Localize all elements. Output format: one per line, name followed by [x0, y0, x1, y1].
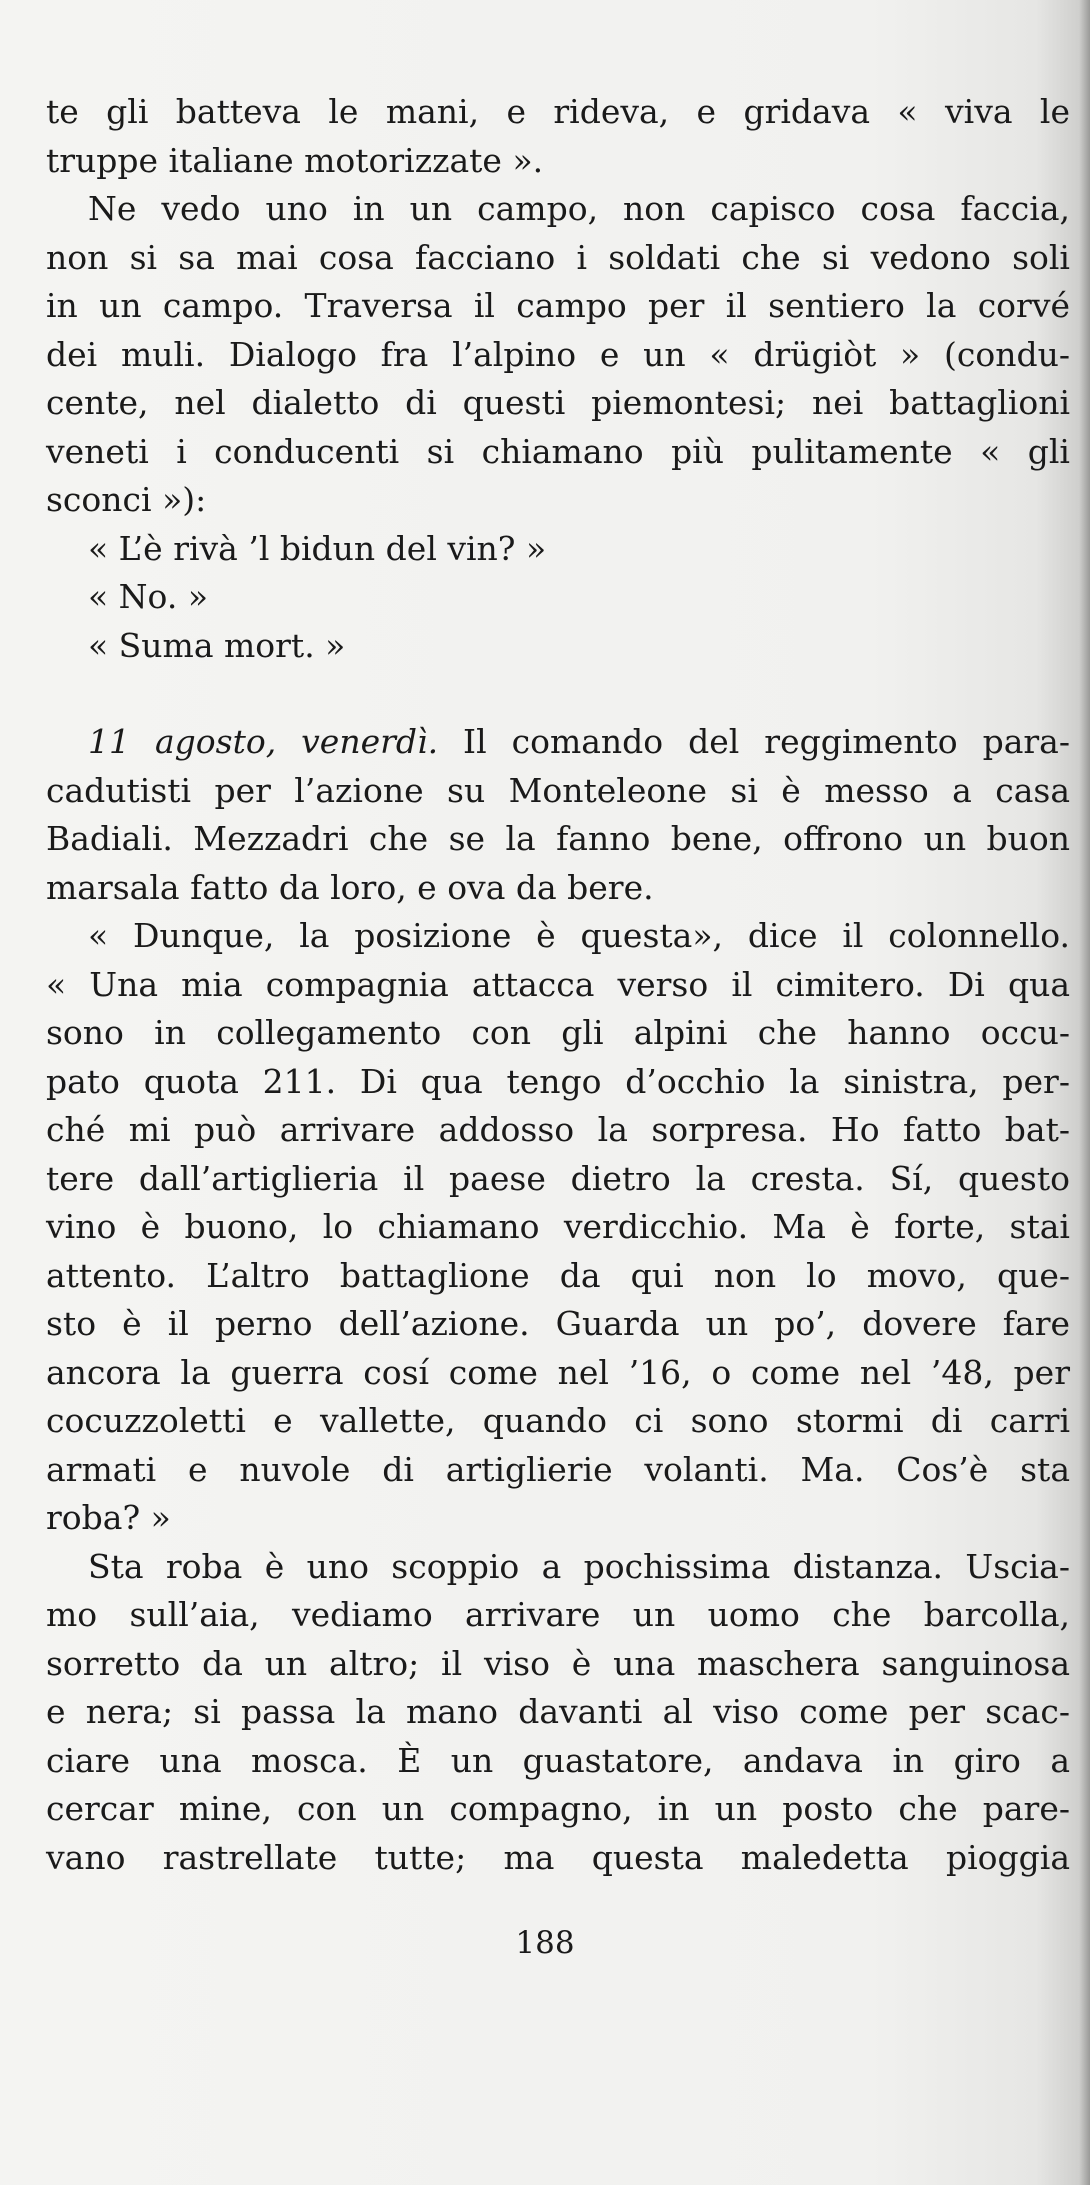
text-line: marsala fatto da loro, e ova da bere.: [46, 867, 654, 907]
entry-first-line: [46, 718, 1070, 767]
text-line: cadutisti per l’azione su Monteleone si è messo a casa: [46, 770, 1070, 810]
text-line: « Una mia compagnia attacca verso il cimitero. Di qua: [46, 964, 1070, 1004]
text-line: attento. L’altro battaglione da qui non lo movo, que-: [46, 1255, 1070, 1295]
text-line: cercar mine, con un compagno, in un posto che pare-: [46, 1789, 1070, 1828]
text-line: vino è buono, lo chiamano verdicchio. Ma è forte, stai: [46, 1207, 1070, 1246]
text-line: dei muli. Dialogo fra l’alpino e un « drügiòt » (condu-: [46, 334, 1070, 374]
text-line: vano rastrellate tutte; ma questa maledetta pioggia: [46, 1837, 1070, 1877]
entry-first-line-text: Il comando del reggimento para-: [438, 722, 1070, 761]
text-line: ancora la guerra cosí come nel ’16, o come nel ’48, per: [46, 1352, 1070, 1392]
text-line: te gli batteva le mani, e rideva, e gridava « viva le: [46, 92, 1070, 131]
text-line: veneti i conducenti si chiamano più pulitamente « gli: [46, 431, 1070, 471]
text-line: in un campo. Traversa il campo per il sentiero la corvé: [46, 286, 1070, 325]
text-line: mo sull’aia, vediamo arrivare un uomo che barcolla,: [46, 1595, 1070, 1634]
text-line: tere dall’artiglieria il paese dietro la cresta. Sí, questo: [46, 1158, 1070, 1198]
text-line: cocuzzoletti e vallette, quando ci sono stormi di carri: [46, 1401, 1070, 1440]
text-line: Sta roba è uno scoppio a pochissima distanza. Uscia-: [88, 1546, 1070, 1586]
dialogue-line: « No. »: [88, 577, 209, 616]
dialogue-line: « Suma mort. »: [88, 625, 346, 665]
text-line: roba? »: [46, 1498, 171, 1537]
text-line: sono in collegamento con gli alpini che hanno occu-: [46, 1013, 1070, 1052]
page-number: 188: [515, 1925, 575, 1961]
text-line: cente, nel dialetto di questi piemontesi; nei battaglioni: [46, 383, 1070, 422]
text-line: Badiali. Mezzadri che se la fanno bene, offrono un buon: [46, 819, 1070, 858]
text-line: truppe italiane motorizzate ».: [46, 140, 544, 180]
text-line: sto è il perno dell’azione. Guarda un po’, dovere fare: [46, 1304, 1070, 1343]
text-line: armati e nuvole di artiglierie volanti. Ma. Cos’è sta: [46, 1449, 1070, 1489]
text-line: sorretto da un altro; il viso è una maschera sanguinosa: [46, 1643, 1070, 1683]
text-line: pato quota 211. Di qua tengo d’occhio la sinistra, per-: [46, 1061, 1070, 1101]
dialogue-line: « L’è rivà ’l bidun del vin? »: [88, 528, 547, 568]
text-line: e nera; si passa la mano davanti al viso come per scac-: [46, 1692, 1070, 1731]
text-line: ché mi può arrivare addosso la sorpresa. Ho fatto bat-: [46, 1110, 1070, 1149]
text-line: Ne vedo uno in un campo, non capisco cosa faccia,: [88, 189, 1070, 228]
section-gap: [46, 670, 1070, 718]
body-text: [46, 88, 1070, 1882]
text-line: sconci »):: [46, 480, 207, 519]
text-line: ciare una mosca. È un guastatore, andava in giro a: [46, 1740, 1070, 1780]
text-line: non si sa mai cosa facciano i soldati che si vedono soli: [46, 237, 1070, 277]
entry-date: 11 agosto, venerdì.: [88, 722, 439, 761]
text-line: « Dunque, la posizione è questa», dice il colonnello.: [88, 916, 1070, 955]
